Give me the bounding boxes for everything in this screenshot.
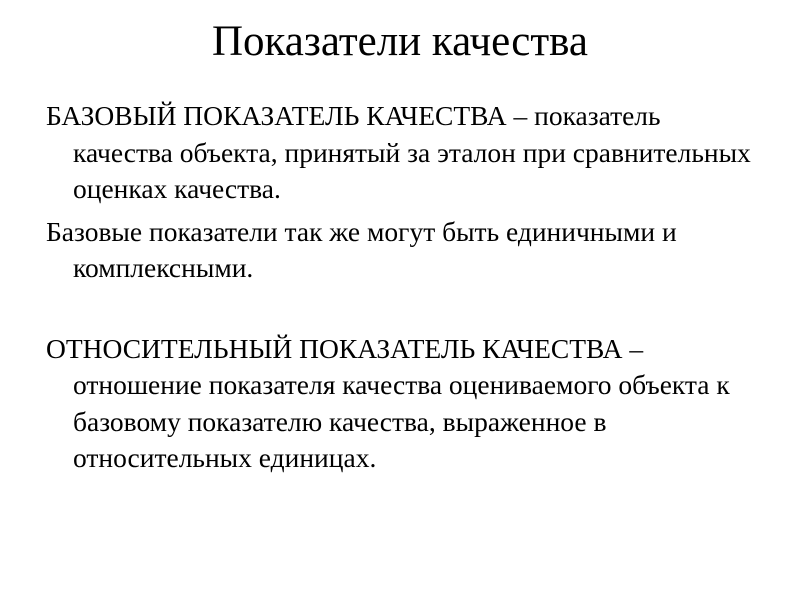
definition-base-quality-indicator: БАЗОВЫЙ ПОКАЗАТЕЛЬ КАЧЕСТВА – показатель качества объекта, принятый за эталон при сравнительных оценках качества. [46, 100, 751, 204]
slide-title: Показатели качества [211, 18, 589, 65]
slide-body [46, 98, 766, 477]
definition-relative-quality-indicator: ОТНОСИТЕЛЬНЫЙ ПОКАЗАТЕЛЬ КАЧЕСТВА – отношение показателя качества оцениваемого объекта к базовому показателю качества, выраженное в относительных единицах. [46, 332, 730, 473]
note-base-indicators: Базовые показатели так же могут быть единичными и комплексными. [46, 215, 677, 283]
